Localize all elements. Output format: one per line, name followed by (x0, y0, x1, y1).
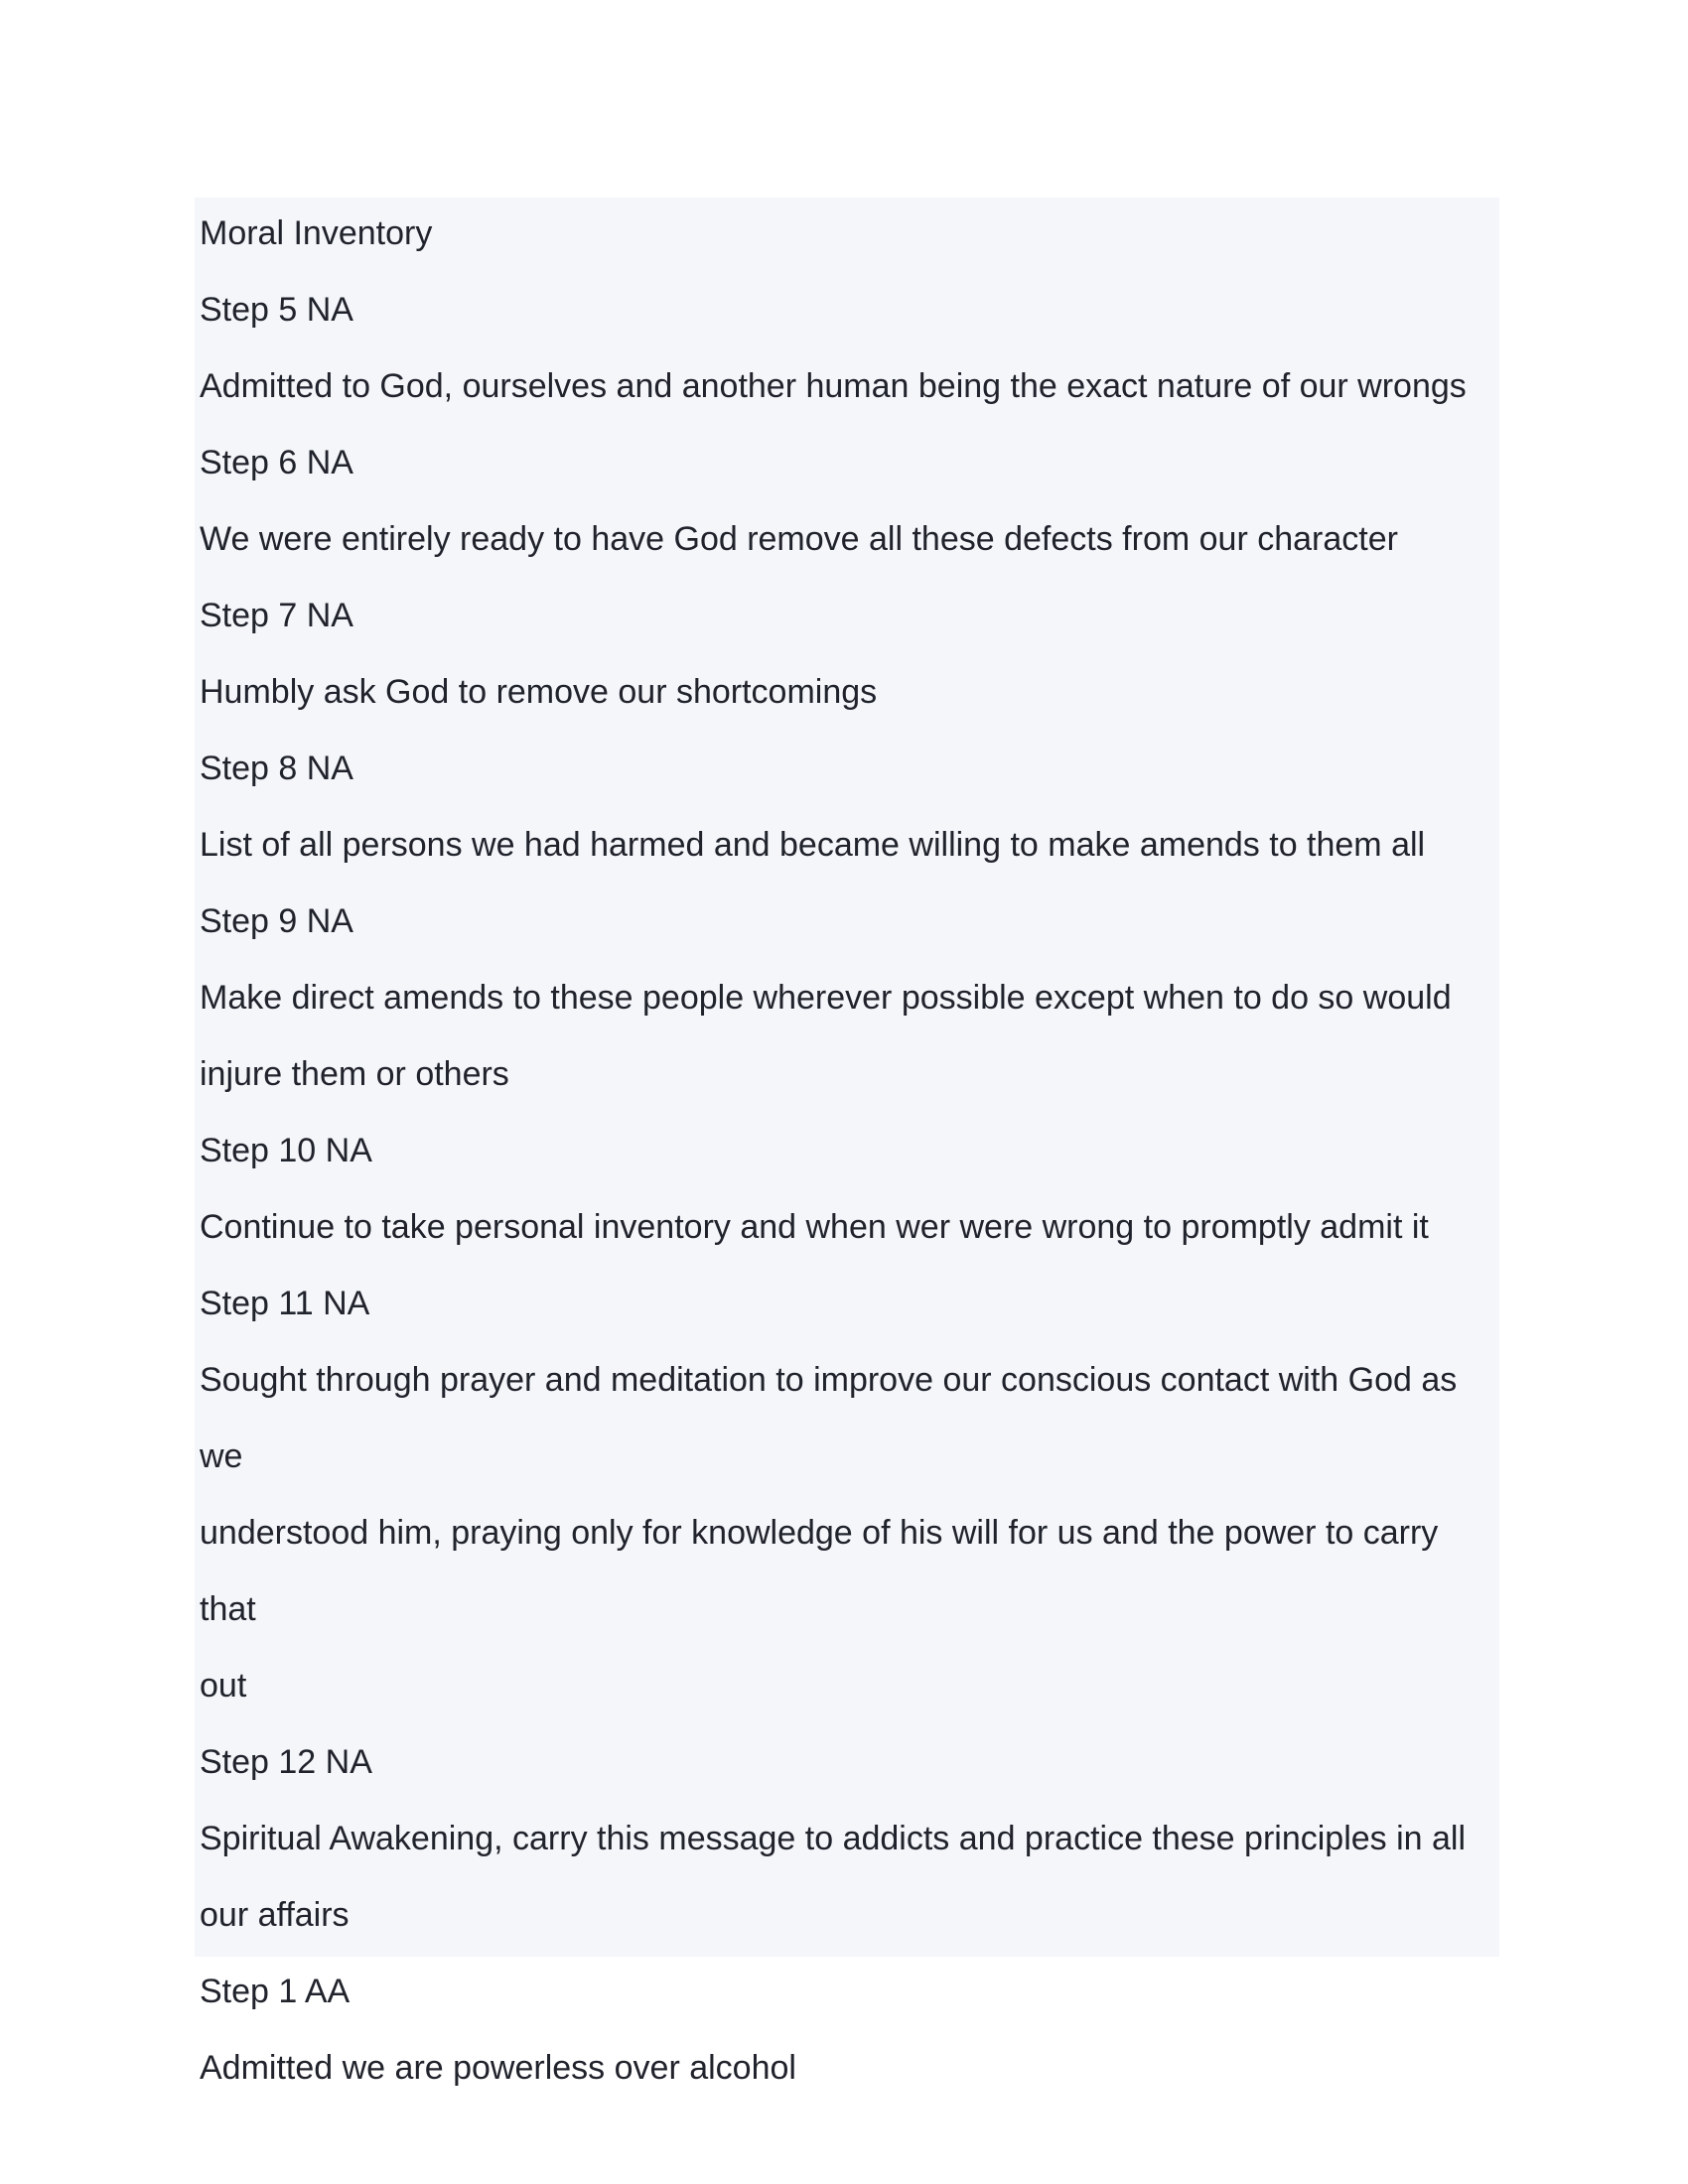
step-text-na-12-line-1: Spiritual Awakening, carry this message to addicts and practice these principles in all (200, 1820, 1467, 1857)
document-title: Moral Inventory (200, 214, 433, 252)
step-heading-na-7: Step 7 NA (200, 597, 353, 634)
step-heading-na-12: Step 12 NA (200, 1743, 372, 1781)
step-text-na-8: List of all persons we had harmed and became willing to make amends to them all (200, 826, 1426, 864)
step-text-na-9-line-2: injure them or others (200, 1055, 509, 1093)
step-text-na-9-line-1: Make direct amends to these people wherever possible except when to do so would (200, 979, 1452, 1017)
step-heading-na-5: Step 5 NA (200, 291, 353, 329)
step-heading-na-6: Step 6 NA (200, 444, 353, 481)
step-heading-na-8: Step 8 NA (200, 750, 353, 787)
step-text-na-11-line-3: out (200, 1667, 247, 1705)
step-text-na-12-line-2: our affairs (200, 1896, 350, 1934)
step-heading-na-9: Step 9 NA (200, 902, 353, 940)
step-text-na-11-line-2: understood him, praying only for knowledge of his will for us and the power to carry that (200, 1514, 1439, 1628)
step-heading-na-10: Step 10 NA (200, 1132, 372, 1169)
step-heading-aa-1: Step 1 AA (200, 1973, 351, 2010)
step-text-na-11-line-1: Sought through prayer and meditation to improve our conscious contact with God as we (200, 1361, 1458, 1475)
step-heading-na-11: Step 11 NA (200, 1285, 370, 1322)
step-text-aa-1: Admitted we are powerless over alcohol (200, 2049, 796, 2087)
step-text-na-7: Humbly ask God to remove our shortcomings (200, 673, 878, 711)
step-text-na-6: We were entirely ready to have God remove all these defects from our character (200, 520, 1398, 558)
step-text-na-10: Continue to take personal inventory and when wer were wrong to promptly admit it (200, 1208, 1429, 1246)
document-body (200, 196, 1500, 2107)
step-text-na-5: Admitted to God, ourselves and another human being the exact nature of our wrongs (200, 367, 1467, 405)
